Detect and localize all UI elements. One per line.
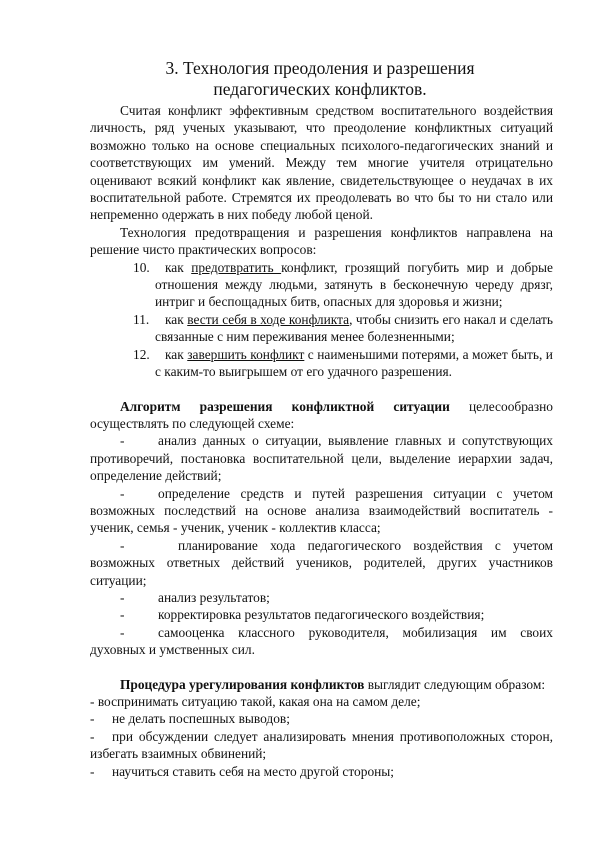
goal-item: 11. как вести себя в ходе конфликта, чтобы снизить его накал и сделать связанные с ним переживания менее болезненными; xyxy=(133,311,553,345)
page-title xyxy=(120,58,520,100)
spacer xyxy=(90,381,553,398)
goal-number: 12. xyxy=(133,346,150,362)
algorithm-item: - анализ результатов; xyxy=(120,589,270,605)
goal-item: 10. как предотвратить конфликт, грозящий погубить мир и добрые отношения между людьми, затянуть в бесконечную череду дрязг, интриг и беспощадных битв, опасных для здоровья и жизни; xyxy=(133,259,553,310)
dash-marker: - xyxy=(120,433,125,449)
goal-item: 12. как завершить конфликт с наименьшими потерями, а может быть, и с каким-то выигрышем от его удачного разрешения. xyxy=(133,346,553,380)
procedure-item: - при обсуждении следует анализировать мнения противоположных сторон, избегать взаимных обвинений; xyxy=(90,728,553,762)
underlined-phrase: предотвратить xyxy=(191,259,282,275)
underlined-phrase: вести себя в ходе конфликта xyxy=(187,311,350,327)
dash-marker: - xyxy=(120,624,125,640)
goal-number: 11. xyxy=(133,311,150,327)
dash-marker: - xyxy=(90,694,95,709)
algorithm-heading: Алгоритм разрешения конфликтной ситуации xyxy=(120,398,450,414)
algorithm-item: - определение средств и путей разрешения ситуации с учетом возможных последствий на основе анализа взаимодействий воспитатель - ученик, семья - ученик, ученик - коллектив класса; xyxy=(90,485,553,536)
dash-marker: - xyxy=(90,711,95,727)
title-line-1: 3. Технология преодоления и разрешения xyxy=(165,58,475,78)
dash-marker: - xyxy=(120,537,125,553)
algorithm-item: - самооценка классного руководителя, мобилизация им своих духовных и умственных сил. xyxy=(90,624,553,658)
goal-number: 10. xyxy=(133,259,150,275)
intro-paragraph-2: Технология предотвращения и разрешения конфликтов направлена на решение чисто практических вопросов: xyxy=(90,224,553,258)
procedure-heading: Процедура урегулирования конфликтов xyxy=(120,676,365,692)
procedure-item: - не делать поспешных выводов; xyxy=(90,711,290,727)
dash-marker: - xyxy=(120,589,125,605)
algorithm-item: - корректировка результатов педагогического воздействия; xyxy=(120,607,485,623)
intro-paragraph-1: Считая конфликт эффективным средством воспитательного воздействия личность, ряд ученых указывают, что преодоление конфликтных ситуаций возможно только на основе специальных психолого-педагогических знаний и соответствующих им умений. Между тем многие учителя отрицательно оценивают всякий конфликт как явление, свидетельствующее о неудачах в их воспитательной работе. Стремятся их преодолевать во что бы то ни стало или непременно одержать в них победу любой ценой. xyxy=(90,103,553,223)
dash-marker: - xyxy=(90,728,95,744)
dash-marker: - xyxy=(120,485,125,501)
spacer xyxy=(90,659,553,676)
dash-marker: - xyxy=(90,763,95,779)
document-body xyxy=(90,102,553,780)
algorithm-item: - анализ данных о ситуации, выявление главных и сопутствующих противоречий, постановка воспитательной цели, выделение иерархии задач, определение действий; xyxy=(90,433,553,484)
underlined-phrase: завершить конфликт xyxy=(187,346,305,362)
procedure-intro: Процедура урегулирования конфликтов выглядит следующим образом: xyxy=(120,676,546,692)
algorithm-item: - планирование хода педагогического воздействия с учетом возможных ответных действий учеников, родителей, других участников ситуации; xyxy=(90,537,553,588)
dash-marker: - xyxy=(120,607,125,623)
procedure-item: - воспринимать ситуацию такой, какая она на самом деле; xyxy=(90,694,421,709)
procedure-item: - научиться ставить себя на место другой стороны; xyxy=(90,763,395,779)
algorithm-intro: Алгоритм разрешения конфликтной ситуации целесообразно осуществлять по следующей схеме: xyxy=(90,398,553,431)
title-line-2: педагогических конфликтов. xyxy=(213,79,427,99)
